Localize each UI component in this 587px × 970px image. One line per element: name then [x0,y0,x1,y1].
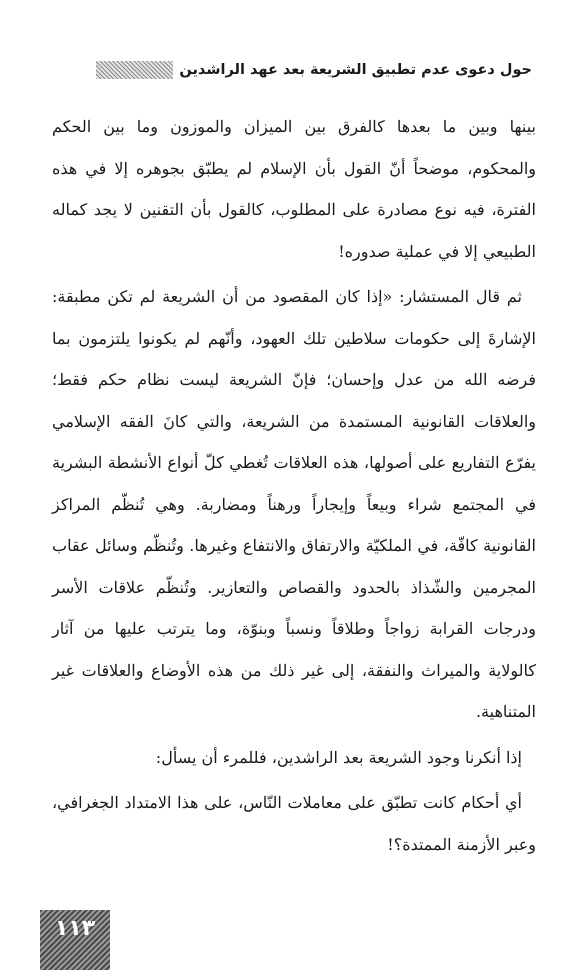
header-title: حول دعوى عدم تطبيق الشريعة بعد عهد الراشدين [179,62,532,78]
paragraph-3: إذا أنكرنا وجود الشريعة بعد الراشدين، فللمرء أن يسأل: [155,747,522,767]
page-number: ١١٣ [54,916,96,941]
paragraph-2: ثم قال المستشار: «إذا كان المقصود من أن الشريعة لم تكن مطبقة: الإشارةَ إلى حكومات سلاطين تلك العهود، وأنّهم لم يكونوا يلتزمون بما فرضه الله من عدل وإحسان؛ فإنّ الشريعة ليست نظام حكم فقط؛ والعلاقات القانونية المستمدة من الشريعة، والتي كانَ الفقه الإسلامي يفرّع التفاريع على أصولها، هذه العلاقات تُغطي كلّ أنواع الأنشطة البشرية في المجتمع شراء وبيعاً وإيجاراً ورهناً ومضاربة. وهي تُنظّم المراكز القانونية كافّة، في الملكيّة والارتفاق والانتفاع وغيرها. وتُنظّم وسائل عقاب المجرمين والشّذاذ بالحدود والقصاص والتعازير. وتُنظّم علاقات الأسر ودرجات القرابة زواجاً وطلاقاً ونسباً وبنوّة، وما يترتب عليها من آثار كالولاية والميراث والنفقة، إلى غير ذلك من هذه الأوضاع والعلاقات غير المتناهية. [52,287,536,721]
running-header [96,58,532,82]
page-number-badge [40,910,110,970]
paragraph-1: بينها وبين ما بعدها كالفرق بين الميزان والموزون وما بين الحكم والمحكوم، موضحاً أنّ القول بأن الإسلام لم يطبّق بجوهره إلا في هذه الفترة، فيه نوع مصادرة على المطلوب، كالقول بأن التقنين لا يجد كماله الطبيعي إلا في عملية صدوره! [52,117,536,261]
body-text [52,106,536,865]
header-decorative-band [96,61,173,79]
paragraph-4: أي أحكام كانت تطبّق على معاملات النّاس، على هذا الامتداد الجغرافي، وعبر الأزمنة الممتدة؟! [52,793,536,854]
